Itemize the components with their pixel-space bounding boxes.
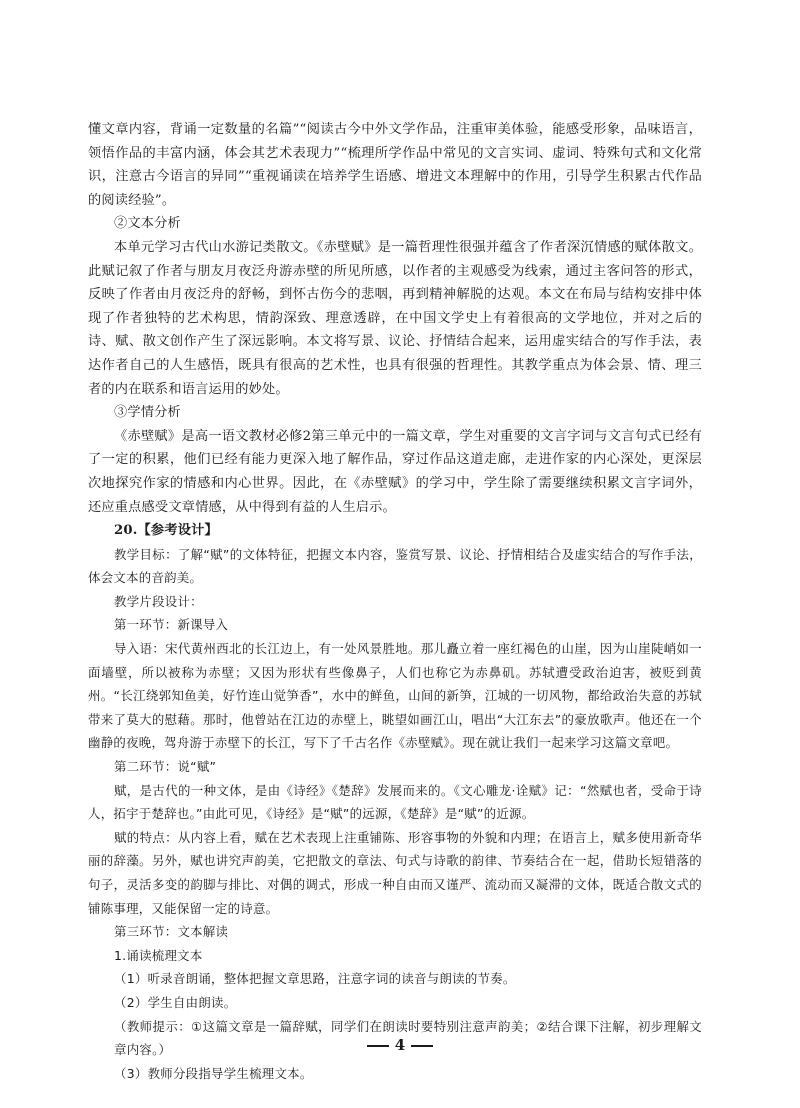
left-dash-icon <box>367 1045 389 1047</box>
paragraph-student-analysis: 《赤壁赋》是高一语文教材必修2第三单元中的一篇文章，学生对重要的文言字词与文言句式已经有了一定的积累，他们已经有能力更深入地了解作品，穿过作品这道走廊，走进作家的内心深处，更深层次地探究作家的情感和内心世界。因此，在《赤壁赋》的学习中，学生除了需要继续积累文言字词外，还应重点感受文章情感，从中得到有益的人生启示。 <box>88 428 702 515</box>
page-number: 4 <box>0 1036 800 1054</box>
heading-step-one: 第一环节：新课导入 <box>114 617 229 633</box>
document-page <box>88 118 702 1085</box>
heading-reference-design: 20.【参考设计】 <box>114 523 218 539</box>
heading-text-analysis: ②文本分析 <box>114 216 181 232</box>
heading-recite: 1.诵读梳理文本 <box>114 947 203 963</box>
paragraph-teaching-goal: 教学目标：了解“赋”的文体特征，把握文本内容，鉴赏写景、议论、抒情相结合及虚实结合的写作手法，体会文本的音韵美。 <box>88 546 702 586</box>
right-dash-icon <box>411 1045 433 1047</box>
list-item-2: （2）学生自由朗读。 <box>114 994 237 1010</box>
heading-fragment-design: 教学片段设计： <box>114 593 203 609</box>
paragraph-fu-features: 赋的特点：从内容上看，赋在艺术表现上注重铺陈、形容事物的外貌和内理；在语言上，赋多使用新奇华丽的辞藻。另外，赋也讲究声韵美，它把散文的章法、句式与诗歌的韵律、节奏结合在一起，借助长短错落的句子，灵活多变的韵脚与排比、对偶的调式，形成一种自由而又谨严、流动而又凝滞的文体，既适合散文式的铺陈事理，又能保留一定的诗意。 <box>88 829 702 916</box>
heading-step-three: 第三环节：文本解读 <box>114 924 229 940</box>
heading-step-two: 第二环节：说“赋” <box>114 759 217 775</box>
paragraph-introduction: 导入语：宋代黄州西北的长江边上，有一处风景胜地。那儿矗立着一座红褐色的山崖，因为山崖陡峭如一面墙壁，所以被称为赤壁；又因为形状有些像鼻子，人们也称它为赤鼻矶。苏轼遭受政治迫害，被贬到黄州。“长江绕郭知鱼美，好竹连山觉笋香”，水中的鲜鱼，山间的新笋，江城的一切风物，都给政治失意的苏轼带来了莫大的慰藉。那时，他曾站在江边的赤壁上，眺望如画江山，唱出“大江东去”的豪放歌声。他还在一个幽静的夜晚，驾舟游于赤壁下的长江，写下了千古名作《赤壁赋》。现在就让我们一起来学习这篇文章吧。 <box>88 641 702 751</box>
list-item-1: （1）听录音朗诵，整体把握文章思路，注意字词的读音与朗读的节奏。 <box>114 971 516 987</box>
teacher-tip: （教师提示：①这篇文章是一篇辞赋，同学们在朗读时要特别注意声韵美；②结合课下注解，初步理解文章内容。） <box>114 1018 702 1058</box>
paragraph-curriculum-standards: 懂文章内容，背诵一定数量的名篇”“阅读古今中外文学作品，注重审美体验，能感受形象，品味语言，领悟作品的丰富内涵，体会其艺术表现力”“梳理所学作品中常见的文言实词、虚词、特殊句式和文化常识，注意古今语言的异同”“重视诵读在培养学生语感、增进文本理解中的作用，引导学生积累古代作品的阅读经验”。 <box>88 122 702 208</box>
list-item-3: （3）教师分段指导学生梳理文本。 <box>114 1065 313 1081</box>
paragraph-text-analysis: 本单元学习古代山水游记类散文。《赤壁赋》是一篇哲理性很强并蕴含了作者深沉情感的赋体散文。此赋记叙了作者与朋友月夜泛舟游赤壁的所见所感，以作者的主观感受为线索，通过主客问答的形式，反映了作者由月夜泛舟的舒畅，到怀古伤今的悲咽，再到精神解脱的达观。本文在布局与结构安排中体现了作者独特的艺术构思，情韵深致、理意透辟，在中国文学史上有着很高的文学地位，并对之后的诗、赋、散文创作产生了深远影响。本文将写景、议论、抒情结合起来，运用虚实结合的写作手法，表达作者自己的人生感悟，既具有很高的艺术性，也具有很强的哲理性。其教学重点为体会景、情、理三者的内在联系和语言运用的妙处。 <box>88 239 702 397</box>
paragraph-fu-origin: 赋，是古代的一种文体，是由《诗经》《楚辞》发展而来的。《文心雕龙·诠赋》记：“然赋也者，受命于诗人，拓宇于楚辞也。”由此可见，《诗经》是“赋”的远源，《楚辞》是“赋”的近源。 <box>88 782 702 822</box>
heading-student-analysis: ③学情分析 <box>114 405 181 421</box>
